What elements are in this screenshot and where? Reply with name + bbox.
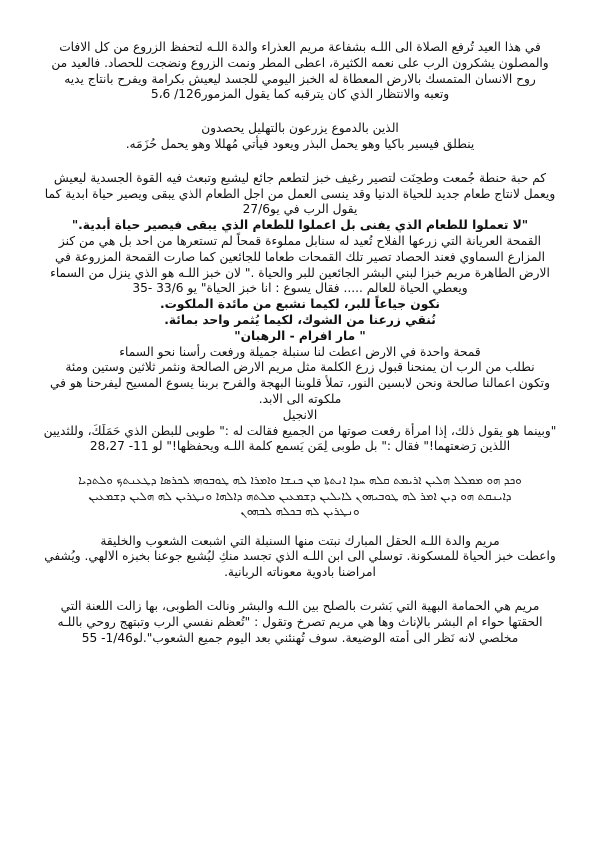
text-line: اللذين رَضعتهما!" فقال :" بل طوبى لِمَن يَسمع كلمة اللـه ويحفظها!" لو 11- 28،27	[89, 439, 511, 454]
text-line: مريم هي الحمامة البهية التي بَشرت بالصلح بين اللـه والبشر ونالت الطوبى، بها زالت اللعنة التي	[60, 599, 540, 614]
syriac-gospel-text	[30, 473, 570, 520]
syriac-line: ܘܟܕ ܗܘ ܡܡܠܠ ܗܠܝܢ ܐܪܝܡܬ ܩܠܗ ܚܕܐ ܐܢܬܬܐ ܡܢ ܟܢܫܐ ܘܐܡܪܐ ܠܗ ܛܘܒܘܗܝ ܠܟܪܣܐ ܕܛܥܢܬܟ ܘܠܬܕܝܐ	[78, 473, 522, 488]
mary-field-paragraph	[30, 534, 570, 581]
text-line: ملكوته الى الابد.	[258, 391, 342, 406]
gospel-reading	[30, 424, 570, 456]
text-line: المزارع السماوي فعند الحصاد تصير تلك القمحات طعاما للجائعين كما صارت القمحة المزروعة في	[54, 249, 546, 264]
syriac-line: ܕܐܝܢܩܬ ܗܘ ܕܝܢ ܐܡܪ ܠܗ ܛܘܒܝܗܘܢ ܠܐܝܠܝܢ ܕܫܡܥܝܢ ܡܠܬܗ ܕܐܠܗܐ ܘܢܛܪܝܢ ܠܗ ܗܠܝܢ ܕܫܡܥܝܢ	[88, 488, 512, 503]
text-line: "لا تعملوا للطعام الذي يفنى بل اعملوا للطعام الذي يبقى فيصير حياة أبدية."	[71, 218, 529, 233]
text-line: يقول الرب في يو27/6	[242, 202, 358, 217]
text-line: مريم والدة اللـه الحقل المبارك نبتت منها السنبلة التي اشبعت الشعوب والخليقة	[100, 533, 500, 548]
wheat-grain-paragraph	[30, 345, 570, 408]
text-line: الارض الطاهرة مريم خبزا لبني البشر الجائعين للبر والحياة ." لان خبز اللـه هو الذي ينزل من السماء	[50, 265, 550, 280]
psalm-quote	[30, 121, 570, 153]
text-line: وتعبه والانتظار الذي كان يترقبه كما يقول المزمور126/ 5،6	[150, 87, 450, 102]
text-line: وتكون اعمالنا صالحة ونحن لابسين النور، تملأ قلوبنا البهجة والفرح بربنا يسوع المسيح ليفرحنا هو في	[50, 376, 550, 391]
text-line: ويعمل لانتاج طعام جديد للحياة الدنيا وقد ينسى العمل من اجل الطعام الذي يبقى ويصير حياة ابدية كما	[44, 186, 556, 201]
text-line: ينطلق فيسير باكيا وهو يحمل البذر ويعود فيأتي مُهللا وهو يحمل حُزَمَه.	[125, 136, 475, 151]
text-line: قمحة واحدة في الارض اعطت لنا سنبلة جميلة ورفعت رأسنا نحو السماء	[119, 344, 481, 359]
text-line: والمصلون يشكرون الرب على نعمه الكثيرة، اعطى المطر ونمت الزروع ونضجت للحصاد. فالعيد من	[51, 55, 549, 70]
mary-dove-paragraph	[30, 599, 570, 646]
text-line: القمحة العريانة التي زرعها الفلاح تُعيد له سنابل مملوءة قمحاً لم تستعرها من احد بل هي من كنز	[58, 233, 542, 248]
text-line: في هذا العيد تُرفع الصلاة الى اللـه بشفاعة مريم العذراء والدة اللـه لتحفظ الزروع من كل الافات	[59, 40, 541, 54]
feast-intro-paragraph	[30, 40, 570, 103]
text-line: ويعطي الحياة للعالم ..... فقال يسوع : انا خبز الحياة" يو 33/6 -35	[132, 281, 468, 296]
poem-attribution: " مار افرام - الرهبان"	[234, 328, 366, 343]
text-line: الذين بالدموع يزرعون بالتهليل يحصدون	[201, 121, 399, 136]
text-line: كم حبة حنطة جُمعت وطحِنَت لتصير رغيف خبز لتطعم جائع ليشبع وتبعث فيه القوة الجسدية ليعيش	[53, 170, 547, 185]
text-line: الحقتها حواء ام البشر بالإناث وها هي مريم تصرخ وتقول : "تُعظم نفسي الرب وتبتهج روحي باللـه	[57, 614, 543, 629]
syriac-line: ܘܢܛܪܝܢ ܠܗ ܒܟܠܗ ܠܒܗܘܢ	[240, 504, 360, 519]
text-line: مخلصي لانه نَظر الى أمته الوضيعة. سوف تُهنئني بعد اليوم جميع الشعوب".لو1/46- 55	[81, 630, 519, 645]
poem-line: نكون جياعاً للبر، لكيما نشبع من مائدة الملكوت.	[160, 297, 440, 312]
poem-line: نُنقي زرعنا من الشوك، لكيما يُثمر واحد بمائة.	[164, 312, 436, 327]
ephrem-poem	[30, 297, 570, 344]
text-line: نطلب من الرب ان يمنحنا قبول زرع الكلمة مثل مريم الارض الصالحة ونثمر ثلاثين وستين ومئة	[65, 360, 535, 375]
text-line: روح الانسان المتمسك بالارض المعطاة له الخبز اليومي للجسد ليعيش بكرامة ويفرح بانتاج يديه	[64, 71, 536, 86]
text-line: "وبينما هو يقول ذلك، إذا امرأة رفعت صوتها من الجميع فقالت له :" طوبى للبطن الذي حَمَلَكَ، وللثديين	[43, 423, 557, 438]
text-line: امراضنا بادوية معوناته الربانية.	[224, 565, 376, 580]
document-page	[30, 40, 570, 646]
text-line: واعطت خبز الحياة للمسكونة. توسلي الى ابن اللـه الذي تجسد منكِ ليُشبع جوعنا بخبزه الالهي. ويُشفي	[44, 549, 556, 564]
gospel-heading: الانجيل	[282, 407, 318, 422]
bread-of-life-paragraph	[30, 171, 570, 297]
